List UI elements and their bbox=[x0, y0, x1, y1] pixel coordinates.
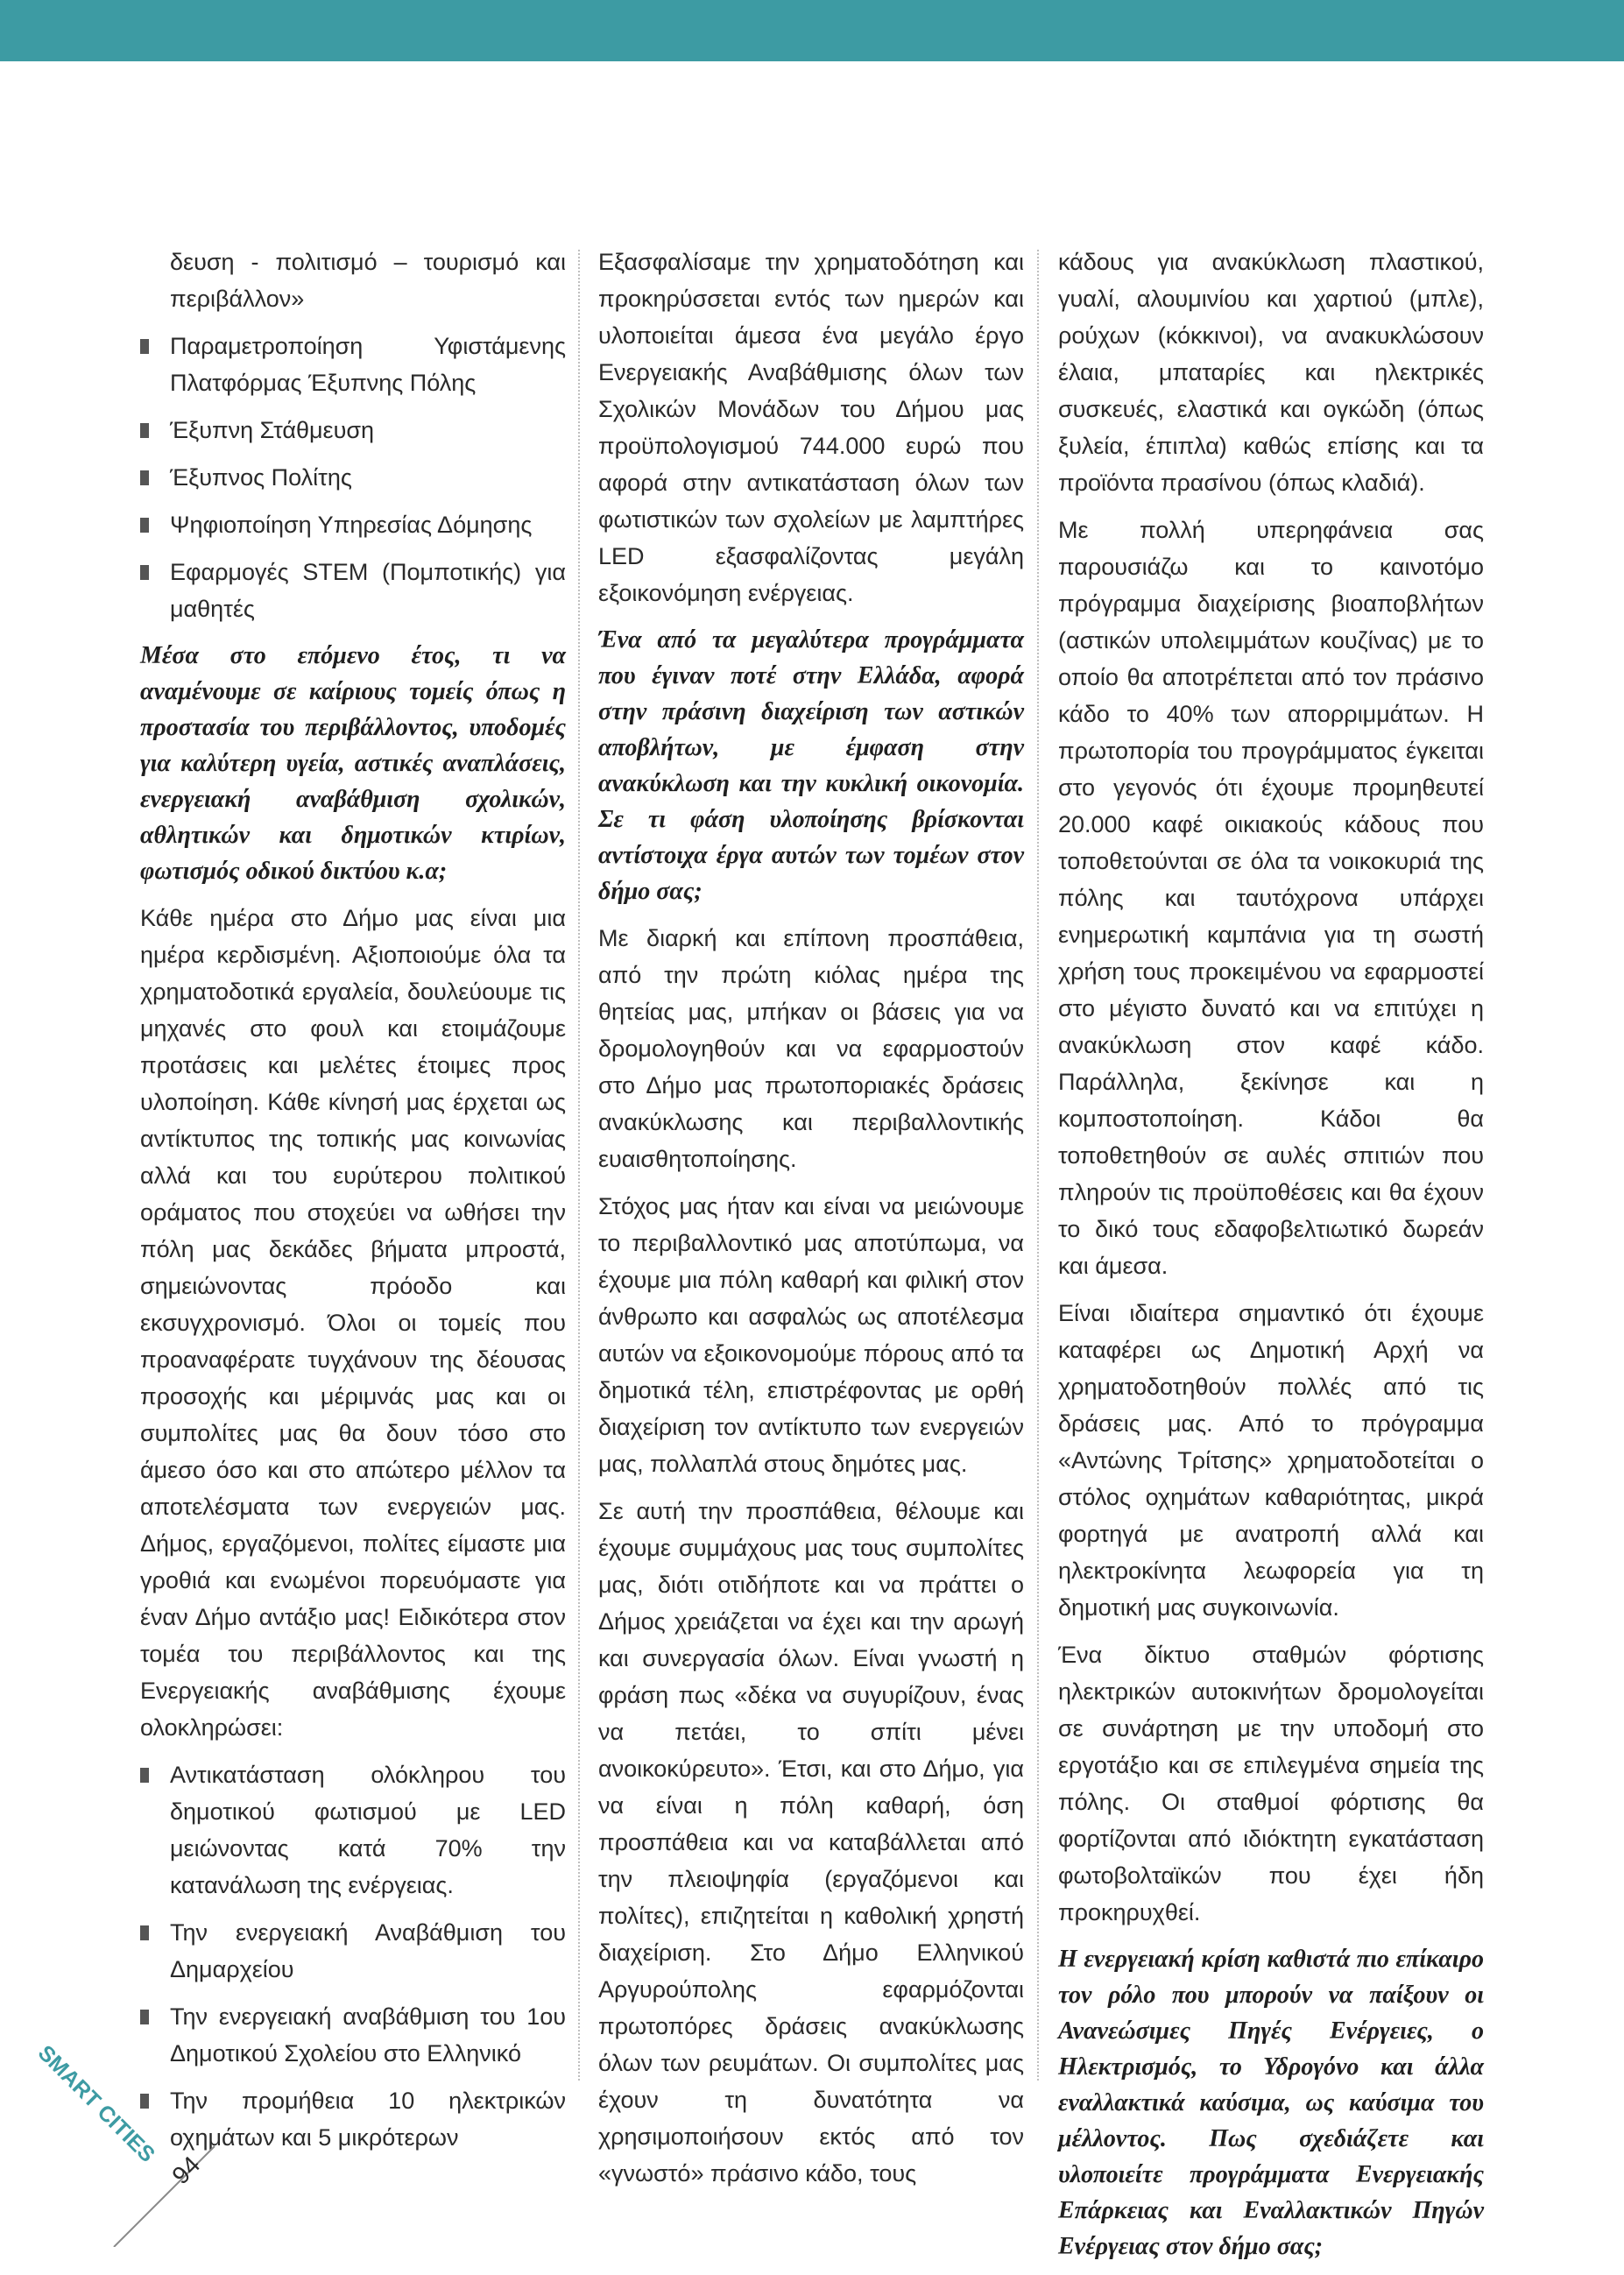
square-bullet-icon bbox=[140, 423, 149, 438]
section-label: SMART CITIES bbox=[32, 2045, 160, 2167]
list-item: Αντικατάσταση ολόκληρου του δημοτικού φωτισμού με LED μειώνοντας κατά 70% την κατανάλωση της ενέργειας. bbox=[140, 1756, 566, 1904]
header-accent-bar bbox=[0, 0, 1624, 61]
bullet-list-projects bbox=[140, 244, 566, 627]
list-item: Την ενεργειακή Αναβάθμιση του Δημαρχείου bbox=[140, 1914, 566, 1988]
column-divider bbox=[1037, 250, 1039, 2081]
list-item: Έξυπνη Στάθμευση bbox=[140, 412, 566, 449]
page-number: 94 bbox=[166, 2151, 206, 2190]
square-bullet-icon bbox=[140, 470, 149, 485]
paragraph: Ένα δίκτυο σταθμών φόρτισης ηλεκτρικών αυτοκινήτων δρομολογείται σε συνάρτηση με την υποδομή στο εργοτάξιο και σε επιλεγμένα σημεία της πόλης. Οι σταθμοί φόρτισης θα φορτίζονται από ιδιόκτητη εγκατάσταση φωτοβολταϊκών που έχει ήδη προκηρυχθεί. bbox=[1058, 1642, 1484, 1925]
interview-question: Ένα από τα μεγαλύτερα προγράμματα που έγιναν ποτέ στην Ελλάδα, αφορά στην πράσινη διαχείριση των αστικών αποβλήτων, με έμφαση στην ανακύκλωση και την κυκλική οικονομία. Σε τι φάση υλοποίησης βρίσκονται αντίστοιχα έργα αυτών των τομέων στον δήμο σας; bbox=[598, 626, 1024, 905]
list-item: δευση - πολιτισμό – τουρισμό και περιβάλλον» bbox=[170, 249, 566, 312]
article-column-1 bbox=[140, 244, 566, 2166]
square-bullet-icon bbox=[140, 1925, 149, 1940]
square-bullet-icon bbox=[140, 339, 149, 354]
article-column-3 bbox=[1058, 244, 1484, 2275]
list-item: Έξυπνος Πολίτης bbox=[140, 459, 566, 496]
interview-question: Μέσα στο επόμενο έτος, τι να αναμένουμε σε καίριους τομείς όπως η προστασία του περιβάλλοντος, υποδομές για καλύτερη υγεία, αστικές αναπλάσεις, ενεργειακή αναβάθμιση σχολικών, αθλητικών και δημοτικών κτιρίων, φωτισμός οδικού δικτύου κ.α; bbox=[140, 642, 566, 885]
paragraph: Εξασφαλίσαμε την χρηματοδότηση και προκηρύσσεται εντός των ημερών και υλοποιείται άμεσα ένα μεγάλο έργο Ενεργειακής Αναβάθμισης όλων των Σχολικών Μονάδων του Δήμου μας προϋπολογισμού 744.000 ευρώ που αφορά στην αντικατάσταση όλων των φωτιστικών των σχολείων με λαμπτήρες LED εξασφαλίζοντας μεγάλη εξοικονόμηση ενέργειας. bbox=[598, 249, 1024, 606]
list-item: Ψηφιοποίηση Υπηρεσίας Δόμησης bbox=[140, 506, 566, 543]
interview-question: Η ενεργειακή κρίση καθιστά πιο επίκαιρο τον ρόλο που μπορούν να παίξουν οι Ανανεώσιμες Πηγές Ενέργειες, ο Ηλεκτρισμός, το Υδρογόνο και άλλα εναλλακτικά καύσιμα, ως καύσιμα του μέλλοντος. Πως σχεδιάζετε και υλοποιείτε προγράμματα Ενεργειακής Επάρκειας και Εναλλακτικών Πηγών Ενέργειας στον δήμο σας; bbox=[1058, 1946, 1484, 2260]
article-column-2 bbox=[598, 244, 1024, 2202]
square-bullet-icon bbox=[140, 565, 149, 580]
list-item: Την προμήθεια 10 ηλεκτρικών οχημάτων και 5 μικρότερων bbox=[140, 2082, 566, 2156]
square-bullet-icon bbox=[140, 2010, 149, 2024]
paragraph: Με πολλή υπερηφάνεια σας παρουσιάζω και το καινοτόμο πρόγραμμα διαχείρισης βιοαποβλήτων (αστικών υπολειμμάτων κουζίνας) με το οποίο θα αποτρέπεται από τον πράσινο κάδο το 40% των απορριμμάτων. Η πρωτοπορία του προγράμματος έγκειται στο γεγονός ότι έχουμε προμηθευτεί 20.000 καφέ οικιακούς κάδους που τοποθετούνται σε όλα τα νοικοκυριά της πόλης και ταυτόχρονα υπάρχει ενημερωτική καμπάνια για τη σωστή χρήση τους προκειμένου να εφαρμοστεί στο μέγιστο δυνατό και να επιτύχει η ανακύκλωση στον καφέ κάδο. Παράλληλα, ξεκίνησε και η κομποστοποίηση. Κάδοι θα τοποθετηθούν σε αυλές σπιτιών που πληρούν τις προϋποθέσεις και θα έχουν το δικό τους εδαφοβελτιωτικό δωρεάν και άμεσα. bbox=[1058, 517, 1484, 1279]
paragraph: κάδους για ανακύκλωση πλαστικού, γυαλί, αλουμινίου και χαρτιού (μπλε), ρούχων (κόκκινοι), να ανακυκλώσουν έλαια, μπαταρίες και ηλεκτρικές συσκευές, ελαστικά και ογκώδη (όπως ξυλεία, έπιπλα) καθώς επίσης και τα προϊόντα πρασίνου (όπως κλαδιά). bbox=[1058, 249, 1484, 496]
square-bullet-icon bbox=[140, 518, 149, 533]
square-bullet-icon bbox=[140, 1768, 149, 1783]
paragraph: Με διαρκή και επίπονη προσπάθεια, από την πρώτη κιόλας ημέρα της θητείας μας, μπήκαν οι βάσεις για να δρομολογηθούν και να εφαρμοστούν στο Δήμο μας πρωτοποριακές δράσεις ανακύκλωσης και περιβαλλοντικής ευαισθητοποίησης. bbox=[598, 925, 1024, 1172]
paragraph: Σε αυτή την προσπάθεια, θέλουμε και έχουμε συμμάχους μας τους συμπολίτες μας, διότι οτιδήποτε και να πράττει ο Δήμος χρειάζεται να έχει και την αρωγή και συνεργασία όλων. Είναι γνωστή η φράση πως «δέκα να συγυρίζουν, ένας να πετάει, το σπίτι μένει ανοικοκύρευτο». Έτσι, και στο Δήμο, για να είναι η πόλη καθαρή, όση προσπάθεια και να καταβάλλεται από την πλειοψηφία (εργαζόμενοι και πολίτες), επιζητείται η καθολική χρηστή διαχείριση. Στο Δήμο Ελληνικού Αργυρούπολης εφαρμόζονται πρωτοπόρες δράσεις ανακύκλωσης όλων των ρευμάτων. Οι συμπολίτες μας έχουν τη δυνατότητα να χρησιμοποιήσουν εκτός από τον «γνωστό» πράσινο κάδο, τους bbox=[598, 1498, 1024, 2187]
column-divider bbox=[578, 250, 580, 2081]
paragraph: Στόχος μας ήταν και είναι να μειώνουμε το περιβαλλοντικό μας αποτύπωμα, να έχουμε μια πόλη καθαρή και φιλική στον άνθρωπο και ασφαλώς ως αποτέλεσμα αυτών να εξοικονομούμε πόρους από τα δημοτικά τέλη, επιστρέφοντας με ορθή διαχείριση τον αντίκτυπο των ενεργειών μας, πολλαπλά στους δημότες μας. bbox=[598, 1193, 1024, 1477]
folio-diagonal-rule bbox=[114, 2146, 215, 2247]
page-folio bbox=[26, 2045, 237, 2247]
list-item: Εφαρμογές STEM (Πομποτικής) για μαθητές bbox=[140, 554, 566, 627]
list-item: Την ενεργειακή αναβάθμιση του 1ου Δημοτικού Σχολείου στο Ελληνικό bbox=[140, 1998, 566, 2072]
paragraph: Είναι ιδιαίτερα σημαντικό ότι έχουμε καταφέρει ως Δημοτική Αρχή να χρηματοδοτηθούν πολλές από τις δράσεις μας. Από το πρόγραμμα «Αντώνης Τρίτσης» χρηματοδοτείται ο στόλος οχημάτων καθαριότητας, μικρά φορτηγά με ανατροπή αλλά και ηλεκτροκίνητα λεωφορεία για τη δημοτική μας συγκοινωνία. bbox=[1058, 1300, 1484, 1621]
interview-answer: Κάθε ημέρα στο Δήμο μας είναι μια ημέρα κερδισμένη. Αξιοποιούμε όλα τα χρηματοδοτικά εργαλεία, δουλεύουμε τις μηχανές στο φουλ και ετοιμάζουμε προτάσεις και μελέτες έτοιμες προς υλοποίηση. Κάθε κίνησή μας έρχεται ως αντίκτυπος της τοπικής μας κοινωνίας αλλά και του ευρύτερου πολιτικού οράματος που στοχεύει να ωθήσει την πόλη μας δεκάδες βήματα μπροστά, σημειώνοντας πρόοδο και εκσυγχρονισμό. Όλοι οι τομείς που προαναφέρατε τυγχάνουν της δέουσας προσοχής και μέριμνάς μας και οι συμπολίτες μας θα δουν τόσο στο άμεσο όσο και στο απώτερο μέλλον τα αποτελέσματα των ενεργειών μας. Δήμος, εργαζόμενοι, πολίτες είμαστε μια γροθιά και ενωμένοι πορευόμαστε για έναν Δήμο αντάξιο μας! Ειδικότερα στον τομέα του περιβάλλοντος και της Ενεργειακής αναβάθμισης έχουμε ολοκληρώσει: bbox=[140, 905, 566, 1741]
list-item: Παραμετροποίηση Υφιστάμενης Πλατφόρμας Έξυπνης Πόλης bbox=[140, 328, 566, 401]
